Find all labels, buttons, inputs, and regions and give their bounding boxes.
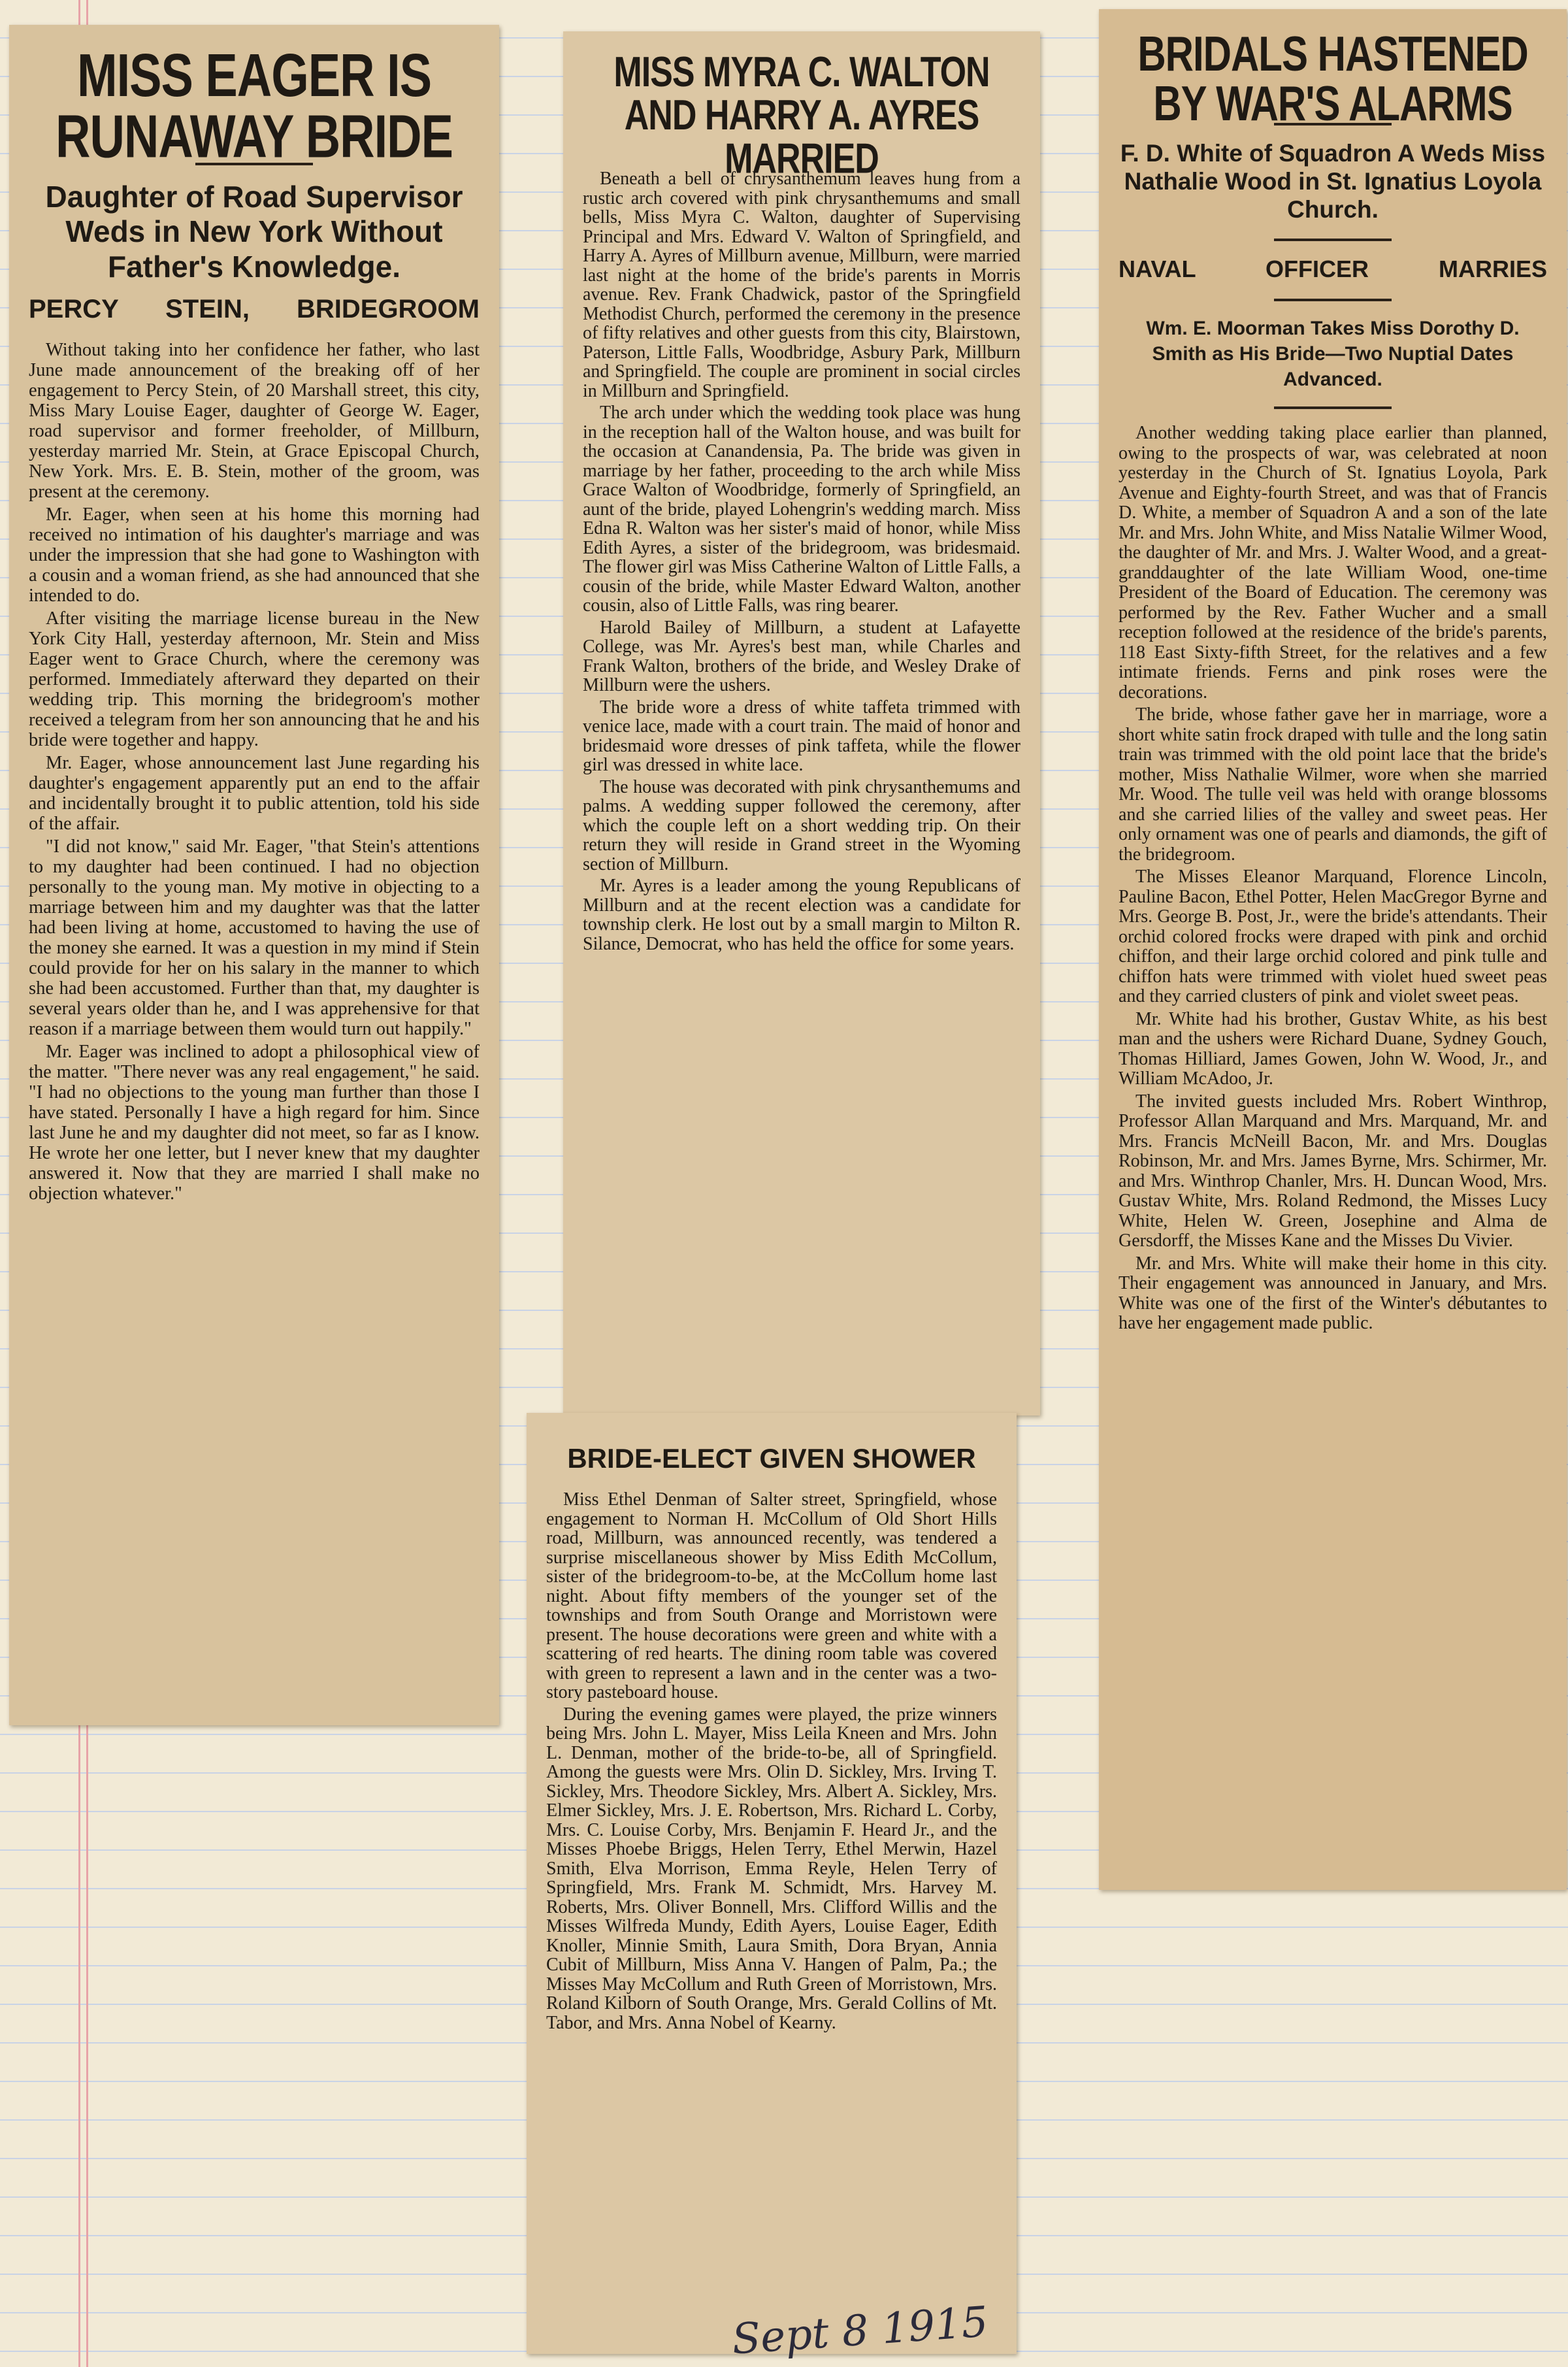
headline: MISS MYRA C. WALTON AND HARRY A. AYRES MARRIED: [613, 48, 990, 183]
paragraph: Without taking into her confidence her father, who last June made announcement of the breaking off of her engagement to Percy Stein, of 20 Marshall street, this city, Miss Mary Louise Eager, daughter of George W. Eager, road supervisor and former freeholder, of Millburn, yesterday married Mr. Stein, at Grace Episcopal Church, New York. Mrs. E. B. Stein, mother of the groom, was present at the ceremony.: [29, 340, 480, 503]
handwritten-date: Sept 8 1915: [730, 2298, 990, 2364]
paragraph: During the evening games were played, the prize winners being Mrs. John L. Mayer, Miss Leila Kneen and Mrs. John L. Denman, mother of the bride-to-be, all of Springfield. Among the guests were Mrs. Olin D. Sickley, Mrs. Irving T. Sickley, Mrs. Theodore Sickley, Mrs. Albert A. Sickley, Mrs. Elmer Sickley, Mrs. J. E. Robertson, Mrs. Richard L. Corby, Mrs. C. Louise Corby, Mrs. Benjamin F. Heard Jr., and the Misses Phoebe Briggs, Helen Terry, Ethel Merwin, Hazel Smith, Elva Morrison, Emma Reyle, Helen Terry of Springfield, Mrs. Frank M. Schmidt, Mrs. Harvey M. Roberts, Mrs. Oliver Bonnell, Mrs. Clifford Willis and the Misses Wilfreda Mundy, Edith Ayers, Louise Eager, Edith Knoller, Minnie Smith, Laura Smith, Dora Bryan, Annia Cubit of Millburn, Miss Anna V. Hangen of Palm, Pa.; the Misses May McCollum and Ruth Green of Morristown, Mrs. Roland Kilborn of South Orange, Mrs. Gerald Collins of Mt. Tabor, and Mrs. Anna Nobel of Kearny.: [546, 1704, 997, 2033]
clipping-eager: [9, 25, 499, 1725]
paragraph: "I did not know," said Mr. Eager, "that Stein's attentions to my daughter had been continued. I had no objection personally to the young man. My motive in objecting to a marriage between him and my daughter was that the latter had been living at home, accustomed to having the use of the money she earned. It was a question in my mind if Stein could provide for her on his salary in the manner to which she had been accustomed. Further than that, my daughter is several years older than he, and I was apprehensive for that reason if a marriage between them would turn out happily.": [29, 836, 480, 1040]
article-body: [546, 1490, 997, 2032]
deck: PERCY STEIN, BRIDEGROOM: [29, 295, 480, 324]
paragraph: Mr. Ayres is a leader among the young Republicans of Millburn and at the recent election was a candidate for township clerk. He lost out by a small margin to Milton R. Silance, Democrat, who has held the office for some years.: [583, 876, 1021, 954]
divider: [1274, 299, 1392, 301]
paragraph: The Misses Eleanor Marquand, Florence Lincoln, Pauline Bacon, Ethel Potter, Helen MacGregor Byrne and Mrs. George B. Post, Jr., were the bride's attendants. Their orchid colored frocks were draped with pink and orchid chiffon, and their large orchid colored and pink tulle and chiffon hats were trimmed with violet hued sweet peas and they carried clusters of pink and violet sweet peas.: [1119, 867, 1547, 1007]
paragraph: Mr. Eager, whose announcement last June regarding his daughter's engagement apparently put an end to the affair and incidentally brought it to public attention, told his side of the affair.: [29, 753, 480, 835]
clipping-shower: [527, 1413, 1017, 2354]
paragraph: Mr. Eager, when seen at his home this morning had received no intimation of his daughter's marriage and was under the impression that she had gone to Washington with a cousin and a woman friend, as she had announced that she intended to do.: [29, 505, 480, 606]
paragraph: Another wedding taking place earlier than planned, owing to the prospects of war, was celebrated at noon yesterday in the Church of St. Ignatius Loyola, Park Avenue and Eighty-fourth Street, and was that of Francis D. White, a member of Squadron A and a son of the late Mr. and Mrs. John White, and Miss Natalie Wilmer Wood, the daughter of Mr. and Mrs. J. Walter Wood, and a great-granddaughter of the late William Wood, one-time President of the Board of Education. The ceremony was performed by the Rev. Father Wucher and a small reception followed at the residence of the bride's parents, 118 East Sixty-fifth Street, for the relatives and a few intimate friends. Ferns and pink roses were the decorations.: [1119, 423, 1547, 703]
paragraph: The invited guests included Mrs. Robert Winthrop, Professor Allan Marquand and Mrs. Marquand, Mr. and Mrs. Francis McNeill Bacon, Mr. and Mrs. Douglas Robinson, Mr. and Mrs. James Byrne, Mrs. Schirmer, Mr. and Mrs. Winthrop Chanler, Mrs. H. Duncan Wood, Mrs. Gustav White, Mrs. Roland Redmond, the Misses Lucy White, Helen W. Green, Josephine and Alma de Gersdorff, the Misses Kane and the Misses Du Vivier.: [1119, 1091, 1547, 1251]
paragraph: The arch under which the wedding took place was hung in the reception hall of the Walton house, and was built for the occasion at Canandensia, Pa. The bride was given in marriage by her father, proceeding to the arch while Miss Grace Walton of Woodbridge, formerly of Springfield, an aunt of the bride, played Lohengrin's wedding march. Miss Edna R. Walton was her sister's maid of honor, while Miss Edith Ayres, a sister of the bridegroom, was bridesmaid. The flower girl was Miss Catherine Walton of Little Falls, a cousin of the bride, while Master Edward Walton, another cousin, also of Little Falls, was ring bearer.: [583, 403, 1021, 616]
headline: BRIDALS HASTENED BY WAR'S ALARMS: [1137, 26, 1528, 131]
paragraph: The house was decorated with pink chrysanthemums and palms. A wedding supper followed the ceremony, after which the couple left on a short wedding trip. On their return they will reside in Grand street in the Wyoming section of Millburn.: [583, 776, 1021, 874]
paragraph: The bride, whose father gave her in marriage, wore a short white satin frock draped with tulle and the long satin train was trimmed with the old point lace that the bride's mother, Miss Nathalie Wilmer, wore when she married Mr. Wood. The tulle veil was held with orange blossoms and she carried lilies of the valley and sweet peas. Her only ornament was one of pearls and diamonds, the gift of the bridegroom.: [1119, 704, 1547, 865]
article-body: [1119, 423, 1547, 1334]
paragraph: Mr. Eager was inclined to adopt a philosophical view of the matter. "There never was any real engagement," he said. "I had no objections to the young man further than those I have stated. Personally I have a high regard for him. Since last June he and my daughter did not meet, so far as I know. He wrote her one letter, but I never knew that my daughter answered it. Now that they are married I shall make no objection whatever.": [29, 1042, 480, 1204]
headline: MISS EAGER IS RUNAWAY BRIDE: [56, 41, 453, 171]
paragraph: Mr. and Mrs. White will make their home in this city. Their engagement was announced in January, and Mrs. White was one of the first of the Winter's débutantes to have her engagement made public.: [1119, 1253, 1547, 1334]
paragraph: Harold Bailey of Millburn, a student at Lafayette College, was Mr. Ayres's best man, while Charles and Frank Walton, brothers of the bride, and Wesley Drake of Millburn were the ushers.: [583, 617, 1021, 696]
article-body: [29, 340, 480, 1204]
divider: [1274, 239, 1392, 241]
paragraph: Beneath a bell of chrysanthemum leaves hung from a rustic arch covered with pink chrysanthemums and small bells, Miss Myra C. Walton, daughter of Supervising Principal and Mrs. Edward V. Walton of Springfield, and Harry A. Ayres of Millburn avenue, Millburn, were married last night at the home of the bride's parents in Morris avenue. Rev. Frank Chadwick, pastor of the Springfield Methodist Church, performed the ceremony in the presence of fifty relatives and other guests from this city, Blairstown, Paterson, Little Falls, Woodbridge, Asbury Park, Millburn and Springfield. The couple are prominent in social circles in Millburn and Springfield.: [583, 169, 1021, 401]
paragraph: Mr. White had his brother, Gustav White, as his best man and the ushers were Richard Duane, Sydney Gouch, Thomas Hilliard, James Gowen, John W. Wood, Jr., and William McAdoo, Jr.: [1119, 1008, 1547, 1089]
paragraph: After visiting the marriage license bureau in the New York City Hall, yesterday afternoon, Mr. Stein and Miss Eager went to Grace Church, where the ceremony was performed. Immediately afterward they departed on their wedding trip. This morning the bridegroom's mother received a telegram from her son announcing that he and his bride were together and happy.: [29, 608, 480, 751]
deck: NAVAL OFFICER MARRIES: [1119, 256, 1547, 283]
subhead: Daughter of Road Supervisor Weds in New York Without Father's Knowledge.: [45, 179, 463, 284]
divider: [1274, 406, 1392, 409]
paragraph: Miss Ethel Denman of Salter street, Springfield, whose engagement to Norman H. McCollum of Old Short Hills road, Millburn, was announced recently, was tendered a surprise miscellaneous shower by Miss Edith McCollum, sister of the bridegroom-to-be, at the McCollum home last night. About fifty members of the younger set of the townships and from South Orange and Morristown were present. The house decorations were green and white with a scattering of red hearts. The dining room table was covered with green to represent a lawn and in the center was a two-story pasteboard house.: [546, 1489, 997, 1702]
subhead-2: Wm. E. Moorman Takes Miss Dorothy D. Smith as His Bride—Two Nuptial Dates Advanced.: [1146, 318, 1520, 391]
headline: BRIDE-ELECT GIVEN SHOWER: [567, 1443, 976, 1474]
paragraph: The bride wore a dress of white taffeta trimmed with venice lace, made with a court train. The maid of honor and bridesmaid wore dresses of pink taffeta, while the flower girl was dressed in white lace.: [583, 697, 1021, 776]
clipping-bridals: [1099, 9, 1567, 1890]
article-body: [583, 169, 1021, 953]
clipping-walton: [563, 31, 1040, 1415]
subhead: F. D. White of Squadron A Weds Miss Nathalie Wood in St. Ignatius Loyola Church.: [1120, 140, 1546, 223]
